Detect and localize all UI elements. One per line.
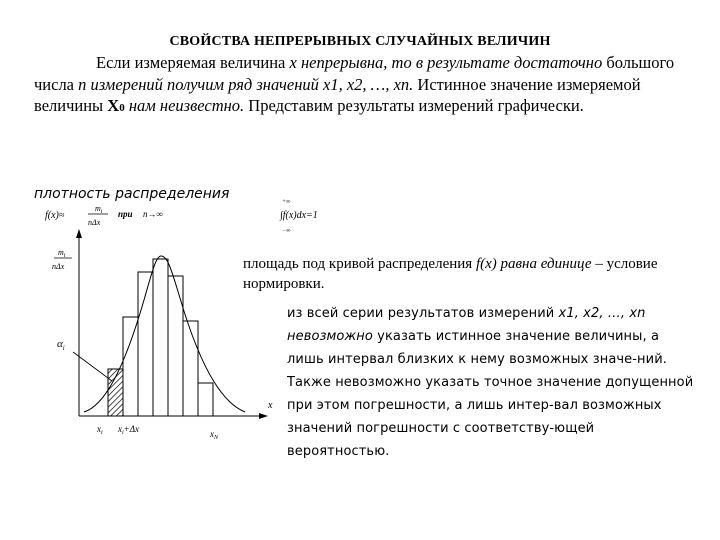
series-italic-1: x1, x2, …, xn bbox=[558, 306, 646, 321]
formula-num: $m_i$ bbox=[95, 204, 103, 215]
area-text-1: площадь под кривой распределения bbox=[243, 256, 476, 272]
intro-text-3: Истинное значение измеряемой величины bbox=[34, 74, 641, 115]
intro-text-2: большого числа bbox=[34, 53, 675, 94]
histogram-bar bbox=[168, 276, 183, 416]
integral-lower-limit: −∞ bbox=[282, 228, 291, 234]
y-axis-arrow bbox=[76, 229, 82, 238]
histogram-bar bbox=[198, 383, 213, 416]
tick-xi-plus-dx: $x_i+\Delta x$ bbox=[118, 424, 140, 436]
integral-expression: ∫f(x)dx=1 bbox=[280, 210, 318, 221]
intro-text-4: Представим результаты измерений графически. bbox=[244, 96, 584, 115]
formula-den: nΔx bbox=[88, 218, 101, 227]
series-paragraph bbox=[287, 302, 697, 463]
y-label-den: nΔx bbox=[52, 262, 65, 271]
page-title: СВОЙСТВА НЕПРЕРЫВНЫХ СЛУЧАЙНЫХ ВЕЛИЧИН bbox=[169, 34, 551, 49]
integral-upper-limit: +∞ bbox=[282, 199, 291, 205]
series-text-1: из всей серии результатов измерений bbox=[287, 306, 559, 321]
intro-text-1: Если измеряемая величина bbox=[96, 53, 290, 72]
approximation-formula bbox=[45, 204, 163, 227]
tick-xn: $x_N$ bbox=[210, 429, 219, 441]
intro-italic-3: нам неизвестно. bbox=[124, 96, 245, 115]
intro-italic-2: n измерений получим ряд значений x1, x2, …, xn. bbox=[78, 74, 414, 94]
area-text-2: – условие нормировки. bbox=[243, 256, 658, 292]
x-axis-label: x bbox=[268, 400, 273, 411]
area-note bbox=[243, 254, 693, 294]
density-label: плотность распределения bbox=[34, 186, 230, 202]
histogram-bar bbox=[153, 259, 168, 416]
formula-limit: n→∞ bbox=[143, 209, 163, 219]
series-italic-2: невозможно bbox=[287, 329, 373, 344]
y-label-num: $m_i$ bbox=[58, 248, 66, 259]
true-value-subscript: 0 bbox=[119, 102, 125, 114]
tick-xi: $x_i$ bbox=[97, 424, 103, 436]
y-axis-label bbox=[52, 248, 72, 271]
formula-left: f(x)≈ bbox=[45, 210, 65, 221]
area-italic: f(x) равна единице bbox=[475, 256, 592, 272]
histogram-bars bbox=[108, 259, 213, 416]
histogram-bar bbox=[123, 317, 138, 416]
normalization-integral bbox=[279, 199, 318, 234]
intro-italic-1: x непрерывна, то в результате достаточно bbox=[289, 53, 603, 72]
series-text-3: указать истинное значение величины, а лишь интервал близких к нему возможных значе-ний. Также невозможно указать точное значение допущенной при этом погрешности, а лишь интер-вал возможных значений погрешности с соответству-ющей вероятностью. bbox=[287, 329, 694, 459]
formula-when: при bbox=[118, 209, 133, 219]
true-value-symbol: X bbox=[107, 96, 120, 115]
histogram-bar bbox=[183, 321, 198, 416]
alpha-label: $\alpha_i$ bbox=[57, 338, 65, 352]
x-axis-arrow bbox=[259, 413, 268, 419]
